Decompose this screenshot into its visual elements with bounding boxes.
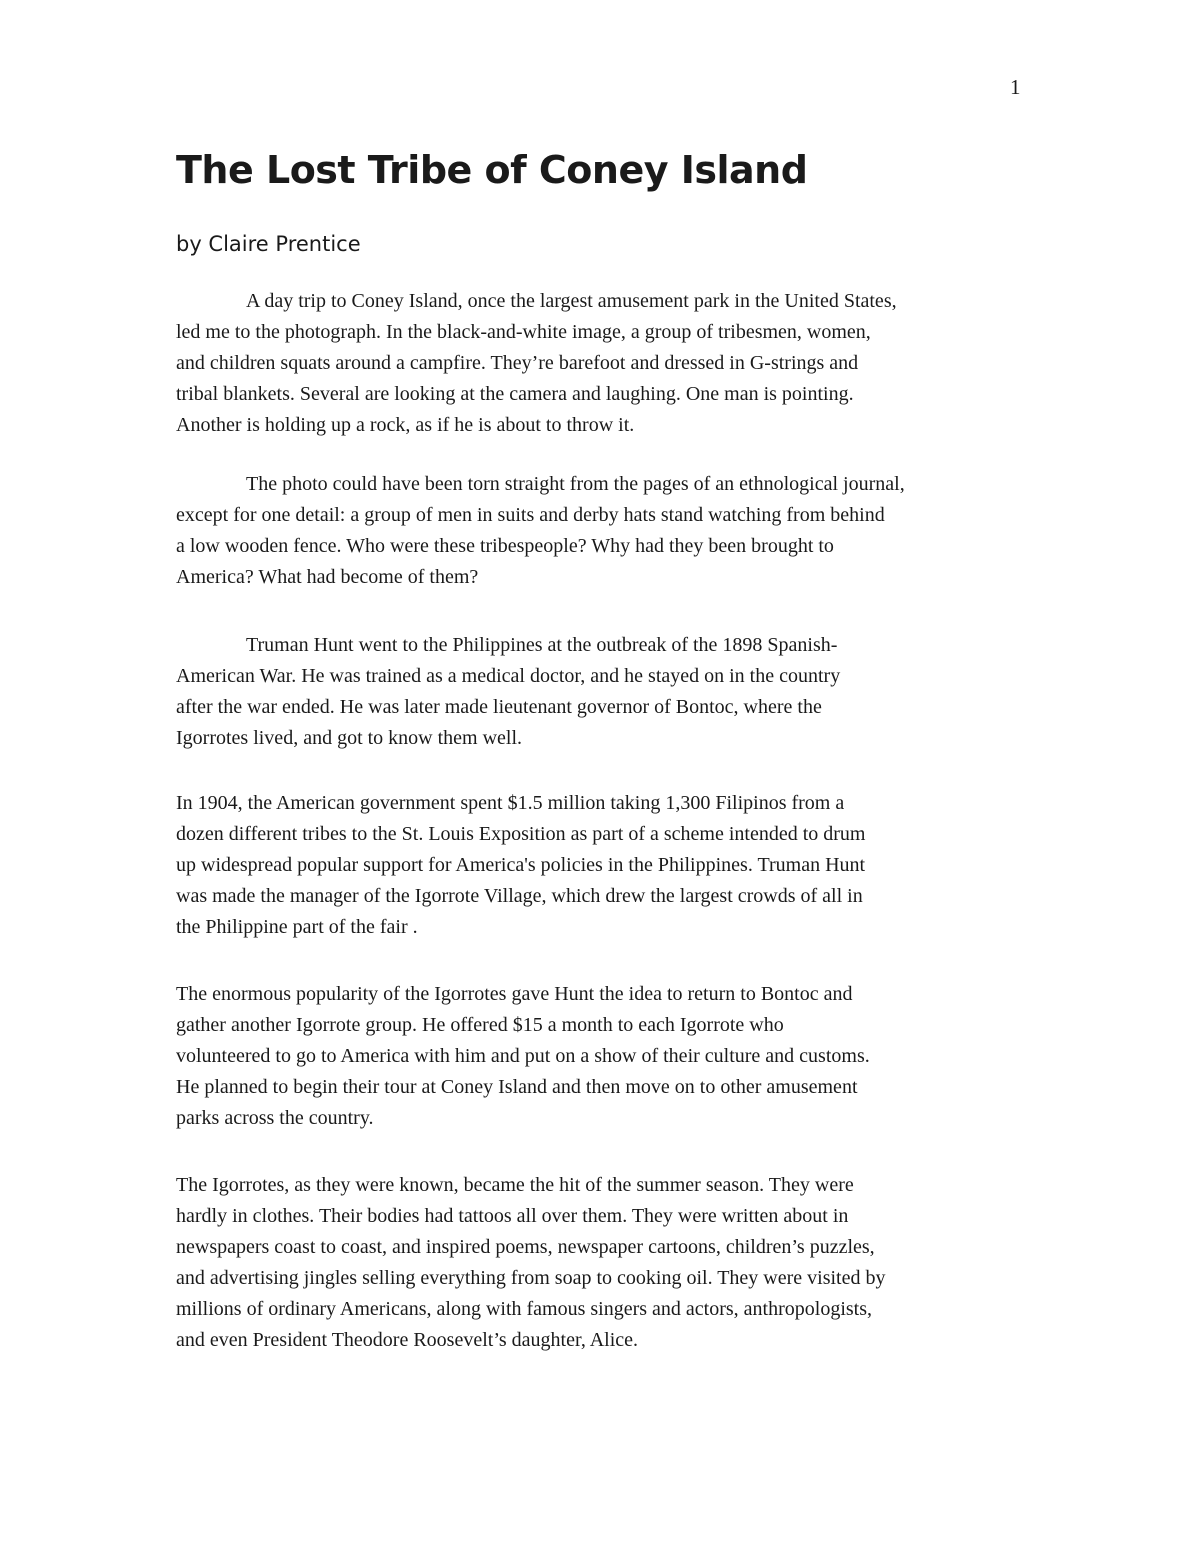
paragraph-2 [176, 469, 905, 593]
paragraph-line: newspapers coast to coast, and inspired poems, newspaper cartoons, children’s puzzles, [176, 1236, 875, 1258]
paragraph-line: He planned to begin their tour at Coney Island and then move on to other amusement [176, 1076, 858, 1098]
paragraph-line: a low wooden fence. Who were these tribespeople? Why had they been brought to [176, 535, 834, 557]
paragraph-line: A day trip to Coney Island, once the largest amusement park in the United States, [246, 290, 897, 312]
paragraph-line: the Philippine part of the fair . [176, 916, 418, 938]
paragraph-line: except for one detail: a group of men in suits and derby hats stand watching from behind [176, 504, 885, 526]
paragraph-line: gather another Igorrote group. He offered $15 a month to each Igorrote who [176, 1014, 784, 1036]
paragraph-line: tribal blankets. Several are looking at the camera and laughing. One man is pointing. [176, 383, 854, 405]
byline: by Claire Prentice [176, 232, 361, 256]
paragraph-line: Truman Hunt went to the Philippines at the outbreak of the 1898 Spanish- [246, 634, 838, 656]
paragraph-line: hardly in clothes. Their bodies had tattoos all over them. They were written about in [176, 1205, 849, 1227]
paragraph-6 [176, 1170, 886, 1356]
paragraph-3 [176, 630, 840, 754]
paragraph-line: and children squats around a campfire. They’re barefoot and dressed in G-strings and [176, 352, 859, 374]
paragraph-line: Another is holding up a rock, as if he is about to throw it. [176, 414, 635, 436]
paragraph-line: dozen different tribes to the St. Louis Exposition as part of a scheme intended to drum [176, 823, 866, 845]
paragraph-line: up widespread popular support for America's policies in the Philippines. Truman Hunt [176, 854, 866, 876]
paragraph-line: after the war ended. He was later made lieutenant governor of Bontoc, where the [176, 696, 822, 718]
paragraph-line: and advertising jingles selling everything from soap to cooking oil. They were visited by [176, 1267, 886, 1289]
paragraph-line: Igorrotes lived, and got to know them well. [176, 727, 523, 749]
article-title: The Lost Tribe of Coney Island [176, 148, 808, 192]
paragraph-line: The photo could have been torn straight from the pages of an ethnological journal, [246, 473, 905, 495]
paragraph-4 [176, 788, 865, 943]
paragraph-line: was made the manager of the Igorrote Village, which drew the largest crowds of all in [176, 885, 863, 907]
paragraph-line: American War. He was trained as a medical doctor, and he stayed on in the country [176, 665, 841, 687]
paragraph-line: The Igorrotes, as they were known, became the hit of the summer season. They were [176, 1174, 854, 1196]
paragraph-line: The enormous popularity of the Igorrotes gave Hunt the idea to return to Bontoc and [176, 983, 853, 1005]
paragraph-line: America? What had become of them? [176, 566, 479, 588]
paragraph-5 [176, 979, 870, 1134]
paragraph-line: parks across the country. [176, 1107, 374, 1129]
paragraph-line: volunteered to go to America with him and put on a show of their culture and customs. [176, 1045, 870, 1067]
paragraph-1 [176, 286, 897, 441]
paragraph-line: millions of ordinary Americans, along with famous singers and actors, anthropologists, [176, 1298, 872, 1320]
paragraph-line: In 1904, the American government spent $1.5 million taking 1,300 Filipinos from a [176, 792, 845, 814]
page-number: 1 [1010, 75, 1021, 99]
paragraph-line: led me to the photograph. In the black-and-white image, a group of tribesmen, women, [176, 321, 871, 343]
paragraph-line: and even President Theodore Roosevelt’s daughter, Alice. [176, 1329, 639, 1351]
